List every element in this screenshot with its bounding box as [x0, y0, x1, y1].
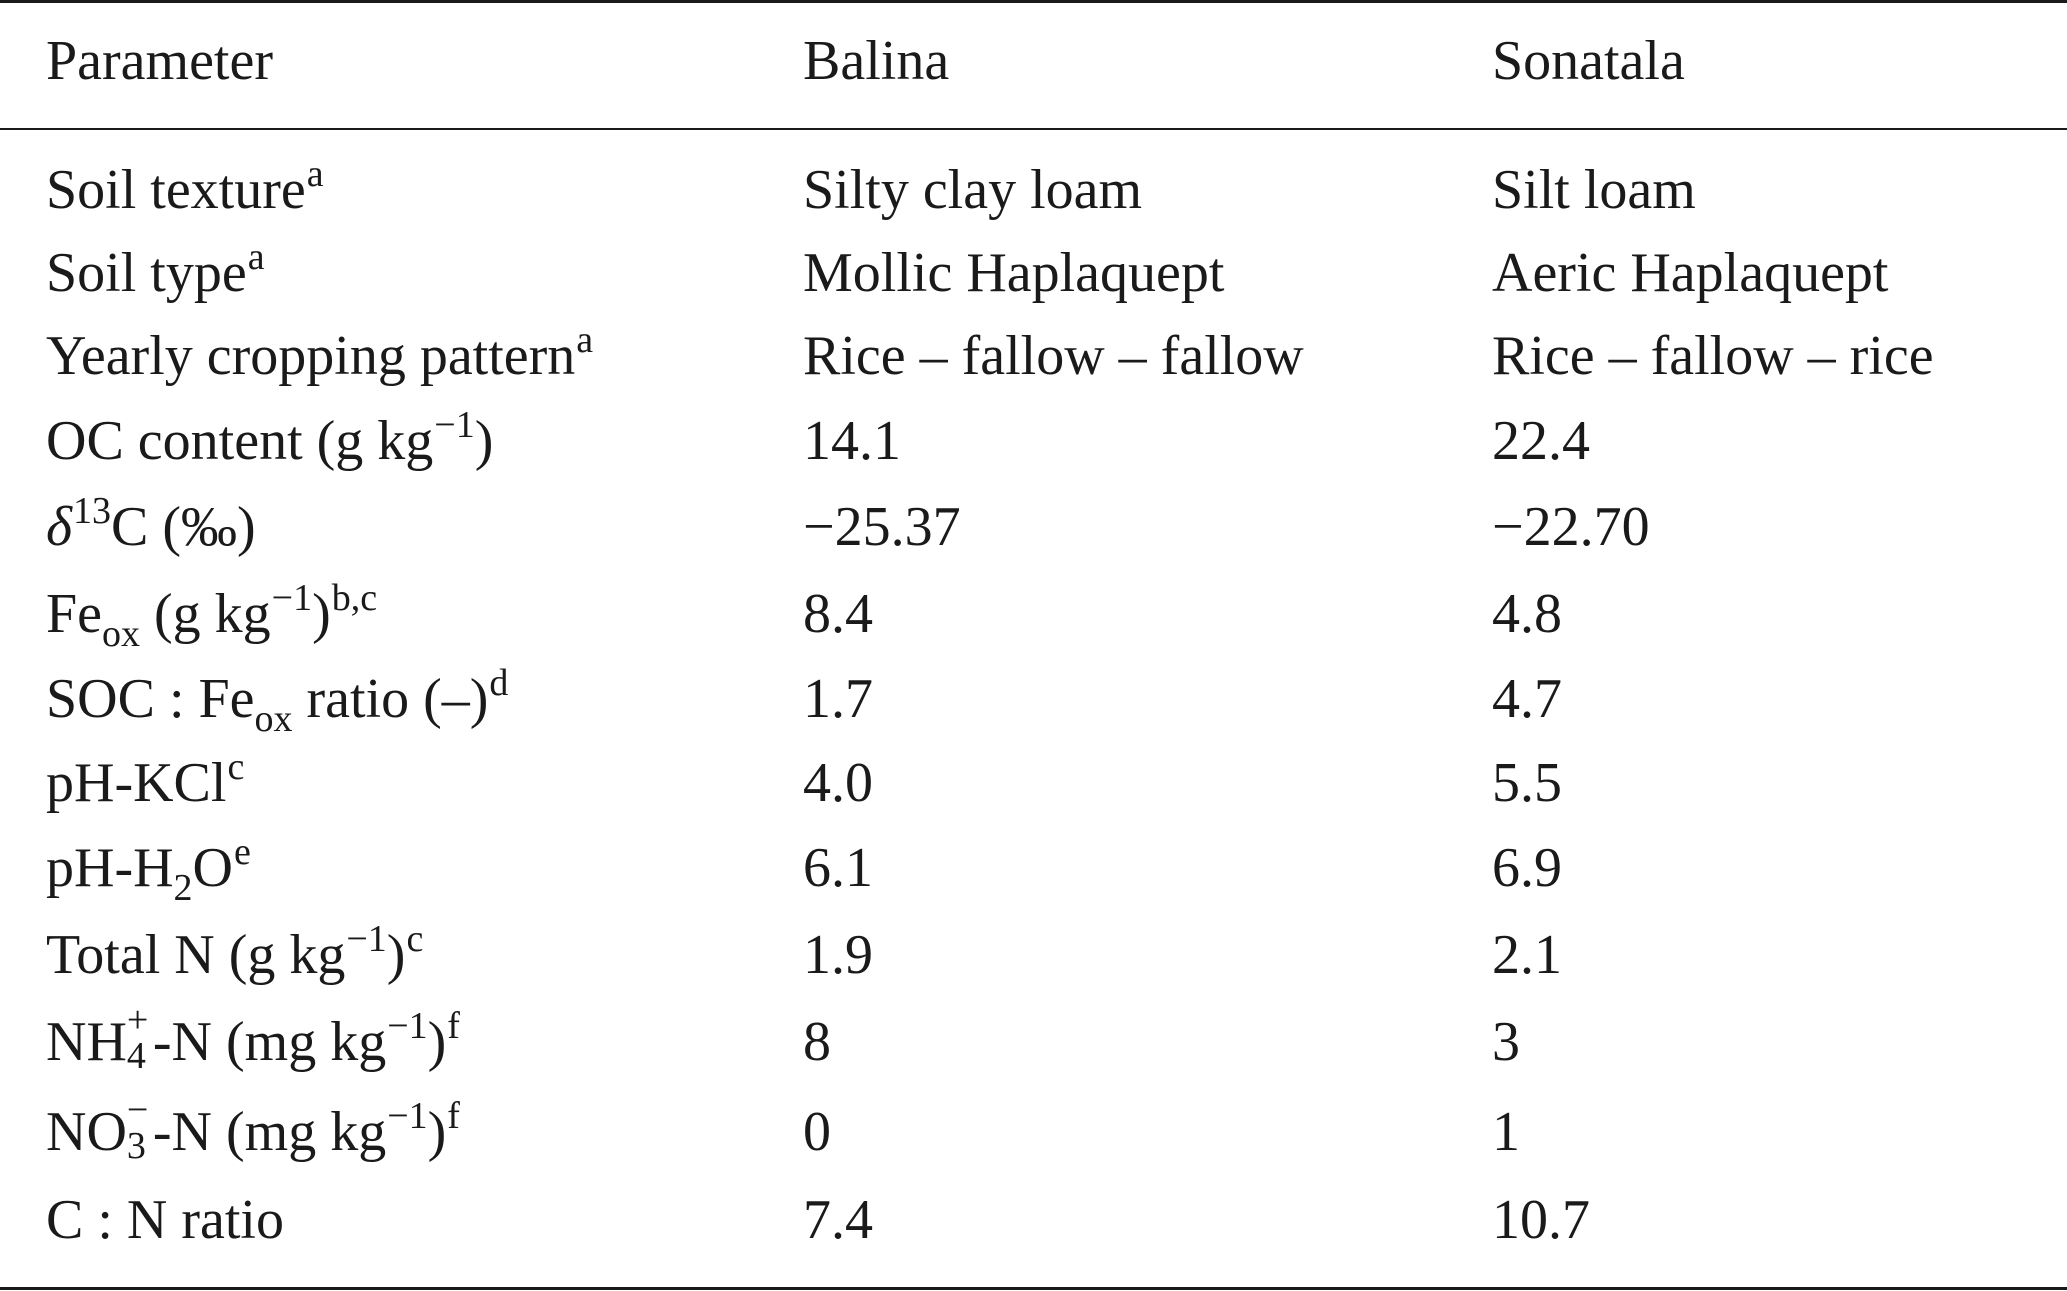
- sonatala-cell: 3: [1492, 1011, 1520, 1073]
- table-row: [0, 571, 2067, 657]
- sonatala-cell: 1: [1492, 1101, 1520, 1163]
- sonatala-cell: 22.4: [1492, 410, 1590, 472]
- table-row: [0, 912, 2067, 998]
- balina-cell: 8.4: [803, 583, 873, 645]
- sonatala-cell: 6.9: [1492, 837, 1562, 899]
- header-rule: [0, 128, 2067, 130]
- sonatala-cell: −22.70: [1492, 496, 1650, 558]
- parameter-cell: Soil texture$^a$: [46, 153, 324, 221]
- balina-cell: 6.1: [803, 837, 873, 899]
- parameter-cell: Soil type$^a$: [46, 236, 265, 304]
- parameter-cell: SOC : $Fe_{ox}$ ratio $(-)^d$: [46, 662, 509, 740]
- parameter-cell: C : N ratio: [46, 1189, 284, 1251]
- ion-charge-stack: + 4: [126, 999, 149, 1077]
- parameter-cell: Yearly cropping pattern$^a$: [46, 319, 594, 387]
- balina-cell: 0: [803, 1101, 831, 1163]
- parameter-cell: NO − 3 -N (mg $kg^{-1})^f$: [46, 1089, 460, 1181]
- sonatala-cell: 4.8: [1492, 583, 1562, 645]
- sonatala-cell: 4.7: [1492, 668, 1562, 730]
- parameter-cell: $pH-H_2O^e$: [46, 831, 251, 909]
- balina-cell: 14.1: [803, 410, 901, 472]
- parameter-cell: OC content (g $kg^{-1}$): [46, 404, 494, 472]
- table-row: [0, 1089, 2067, 1175]
- sonatala-cell: Aeric Haplaquept: [1492, 242, 1889, 304]
- table-row: [0, 484, 2067, 570]
- table-row: [0, 313, 2067, 399]
- parameter-cell: $\delta^{13}C$ (‰): [46, 490, 256, 558]
- header-row: [0, 18, 2067, 104]
- top-rule: [0, 0, 2067, 3]
- balina-cell: Rice – fallow – fallow: [803, 325, 1304, 387]
- sonatala-cell: Silt loam: [1492, 159, 1696, 221]
- balina-cell: 7.4: [803, 1189, 873, 1251]
- table-row: [0, 230, 2067, 316]
- table-row: [0, 147, 2067, 233]
- table-row: [0, 398, 2067, 484]
- ion-charge-stack: − 3: [126, 1089, 149, 1167]
- balina-cell: 1.9: [803, 924, 873, 986]
- sonatala-cell: 2.1: [1492, 924, 1562, 986]
- parameter-cell: pH-KCl$^c$: [46, 746, 245, 814]
- table-row: [0, 825, 2067, 911]
- balina-cell: Mollic Haplaquept: [803, 242, 1225, 304]
- table-row: [0, 1177, 2067, 1263]
- balina-cell: 8: [803, 1011, 831, 1073]
- sonatala-cell: 10.7: [1492, 1189, 1590, 1251]
- header-balina: Balina: [803, 30, 950, 92]
- bottom-rule: [0, 1287, 2067, 1290]
- balina-cell: 1.7: [803, 668, 873, 730]
- balina-cell: 4.0: [803, 752, 873, 814]
- sonatala-cell: 5.5: [1492, 752, 1562, 814]
- balina-cell: −25.37: [803, 496, 961, 558]
- parameter-cell: Total N (g $kg^{-1})^c$: [46, 918, 424, 986]
- parameter-cell: $Fe_{ox}$ (g $kg^{-1})^{b,c}$: [46, 577, 378, 655]
- table-row: [0, 740, 2067, 826]
- header-sonatala: Sonatala: [1492, 30, 1685, 92]
- table-row: [0, 656, 2067, 742]
- balina-cell: Silty clay loam: [803, 159, 1143, 221]
- header-parameter: Parameter: [46, 30, 273, 92]
- table-row: [0, 999, 2067, 1085]
- parameter-cell: NH + 4 -N (mg $kg^{-1})^f$: [46, 999, 460, 1091]
- sonatala-cell: Rice – fallow – rice: [1492, 325, 1934, 387]
